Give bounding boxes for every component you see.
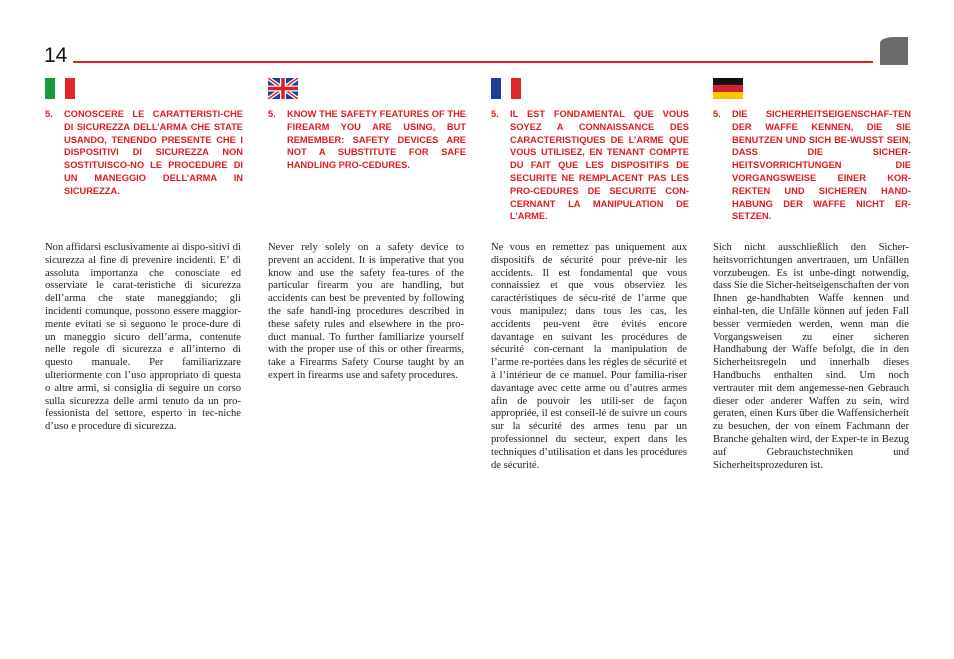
body-text-italian: Non affidarsi esclusivamente ai dispo-sitivi di sicurezza al fine di prevenire incidenti. E’ di assoluta importanza che conosciate ed osserviate le carat-teristiche di sicurezza dell’arma che state maneggiando; gli incidenti comunque, possono essere maggior-mente evitati se si seguono le proce-dure di un maneggio sicuro dell’arma, contenute nelle regole di sicurezza e all’interno di questo manuale. Per familiarizzare ulteriormente con l’uso appropriato di questa o altre armi, si consiglia di seguire un corso sulla sicurezza delle armi tenuto da un pro-fessionista del settore, esperto in tec-niche d’uso e procedure di sicurezza. [45,242,241,433]
body-text-english: Never rely solely on a safety device to prevent an accident. It is imperative that you know and use the safety fea-tures of the particular firearm you are handling, but accidents can best be prevented by following the safe handl-ing procedures described in these safety rules and elsewhere in the pro-duct manual. To further familiarize yourself with the proper use of this or other firearms, take a Firearms Safety Course taught by an expert in firearms use and safety procedures. [268,242,464,381]
heading-text: CONOSCERE LE CARATTERISTI-CHE DI SICUREZZA DELL’ARMA CHE STATE USANDO, TENENDO PRESENTE CHE I DISPOSITIVI DI SICUREZZA NON SOSTITUISCO-NO LE PROCEDURE DI UN MANEGGIO DELL’ARMA IN SICUREZZA. [64,109,243,196]
heading-text: IL EST FONDAMENTAL QUE VOUS SOYEZ A CONNAISSANCE DES CARACTERISTIQUES DE L’ARME QUE VOUS UTILISEZ, EN TENANT COMPTE DU FAIT QUE LES DISPOSITIFS DE SECURITE NE REMPLACENT PAS LES PRO-CEDURES DE SECURITE CON-CERNANT LA MANIPULATION DE L’ARME. [510,109,689,222]
heading-text: KNOW THE SAFETY FEATURES OF THE FIREARM YOU ARE USING, BUT REMEMBER: SAFETY DEVICES ARE NOT A SUBSTITUTE FOR SAFE HANDLING PRO-CEDURES. [287,109,466,171]
page-tab-marker [880,37,908,65]
section-heading-french [491,108,689,223]
body-text-french: Ne vous en remettez pas uniquement aux dispositifs de sécurité pour préve-nir les accidents. Il est fondamental que vous connaissiez et que vous observiez les caractéristiques de sécu-rité de l’arme que vous manipulez; dans tous les cas, les accidents peu-vent être évités encore davantage en suivant les procédures de sécurité con-cernant la manipulation de l’arme re-portées dans les règles de sécurité et à l’intérieur de ce manuel. Pour familia-riser davantage avec cette arme ou d’autres armes afin de pouvoir les utili-ser de façon appropriée, il est conseil-lé de suivre un cours sur la sécurité des armes tenu par un professionnel du secteur, expert dans les techniques d’utilisation et dans les procédures de sécurité. [491,242,687,471]
body-text-german: Sich nicht ausschließlich den Sicher-heitsvorrichtungen anvertrauen, um Unfällen vorzubeugen. Es ist unbe-dingt notwendig, dass Sie die Sicher-heitseigenschaften der von Ihnen ge-handhabten Waffe kennen und einhal-ten, die Unfälle können auf jeden Fall besser vermieden werden, wenn man die Vorgangsweisen zu einer sicheren Handhabung der Waffe befolgt, die in den Sicherheitsregeln und innerhalb dieses Handbuchs enthalten sind. Um noch vertrauter mit dem angemesse-nen Gebrauch dieser oder anderer Waffen zu sein, wird geraten, einen Kurs über die Waffensicherheit zu besuchen, der von einem Fachmann der Branche gehalten wird, der Exper-te in Bezug auf Gebrauchstechniken und Sicherheitsprozeduren ist. [713,242,910,471]
section-heading-german [713,108,911,223]
section-heading-italian [45,108,243,198]
germany-flag-icon [713,78,743,99]
heading-text: DIE SICHERHEITSEIGENSCHAF-TEN DER WAFFE KENNEN, DIE SIE BENUTZEN UND SICH BE-WUSST SEIN, DASS DIE SICHER-HEITSVORRICHTUNGEN DIE VORGANGSWEISE EINER KOR-REKTEN UND SICHEREN HAND-HABUNG DER WAFFE NICHT ER-SETZEN. [732,109,911,222]
italy-flag-icon [45,78,75,99]
france-flag-icon [491,78,521,99]
column-french [491,78,689,223]
section-number: 5. [45,109,53,119]
column-german [713,78,911,223]
section-heading-english [268,108,466,172]
header-rule [73,61,873,63]
uk-flag-icon [268,78,298,99]
page-number: 14 [44,44,68,67]
column-italian [45,78,243,198]
column-english [268,78,466,172]
section-number: 5. [491,109,499,119]
section-number: 5. [713,109,721,119]
section-number: 5. [268,109,276,119]
